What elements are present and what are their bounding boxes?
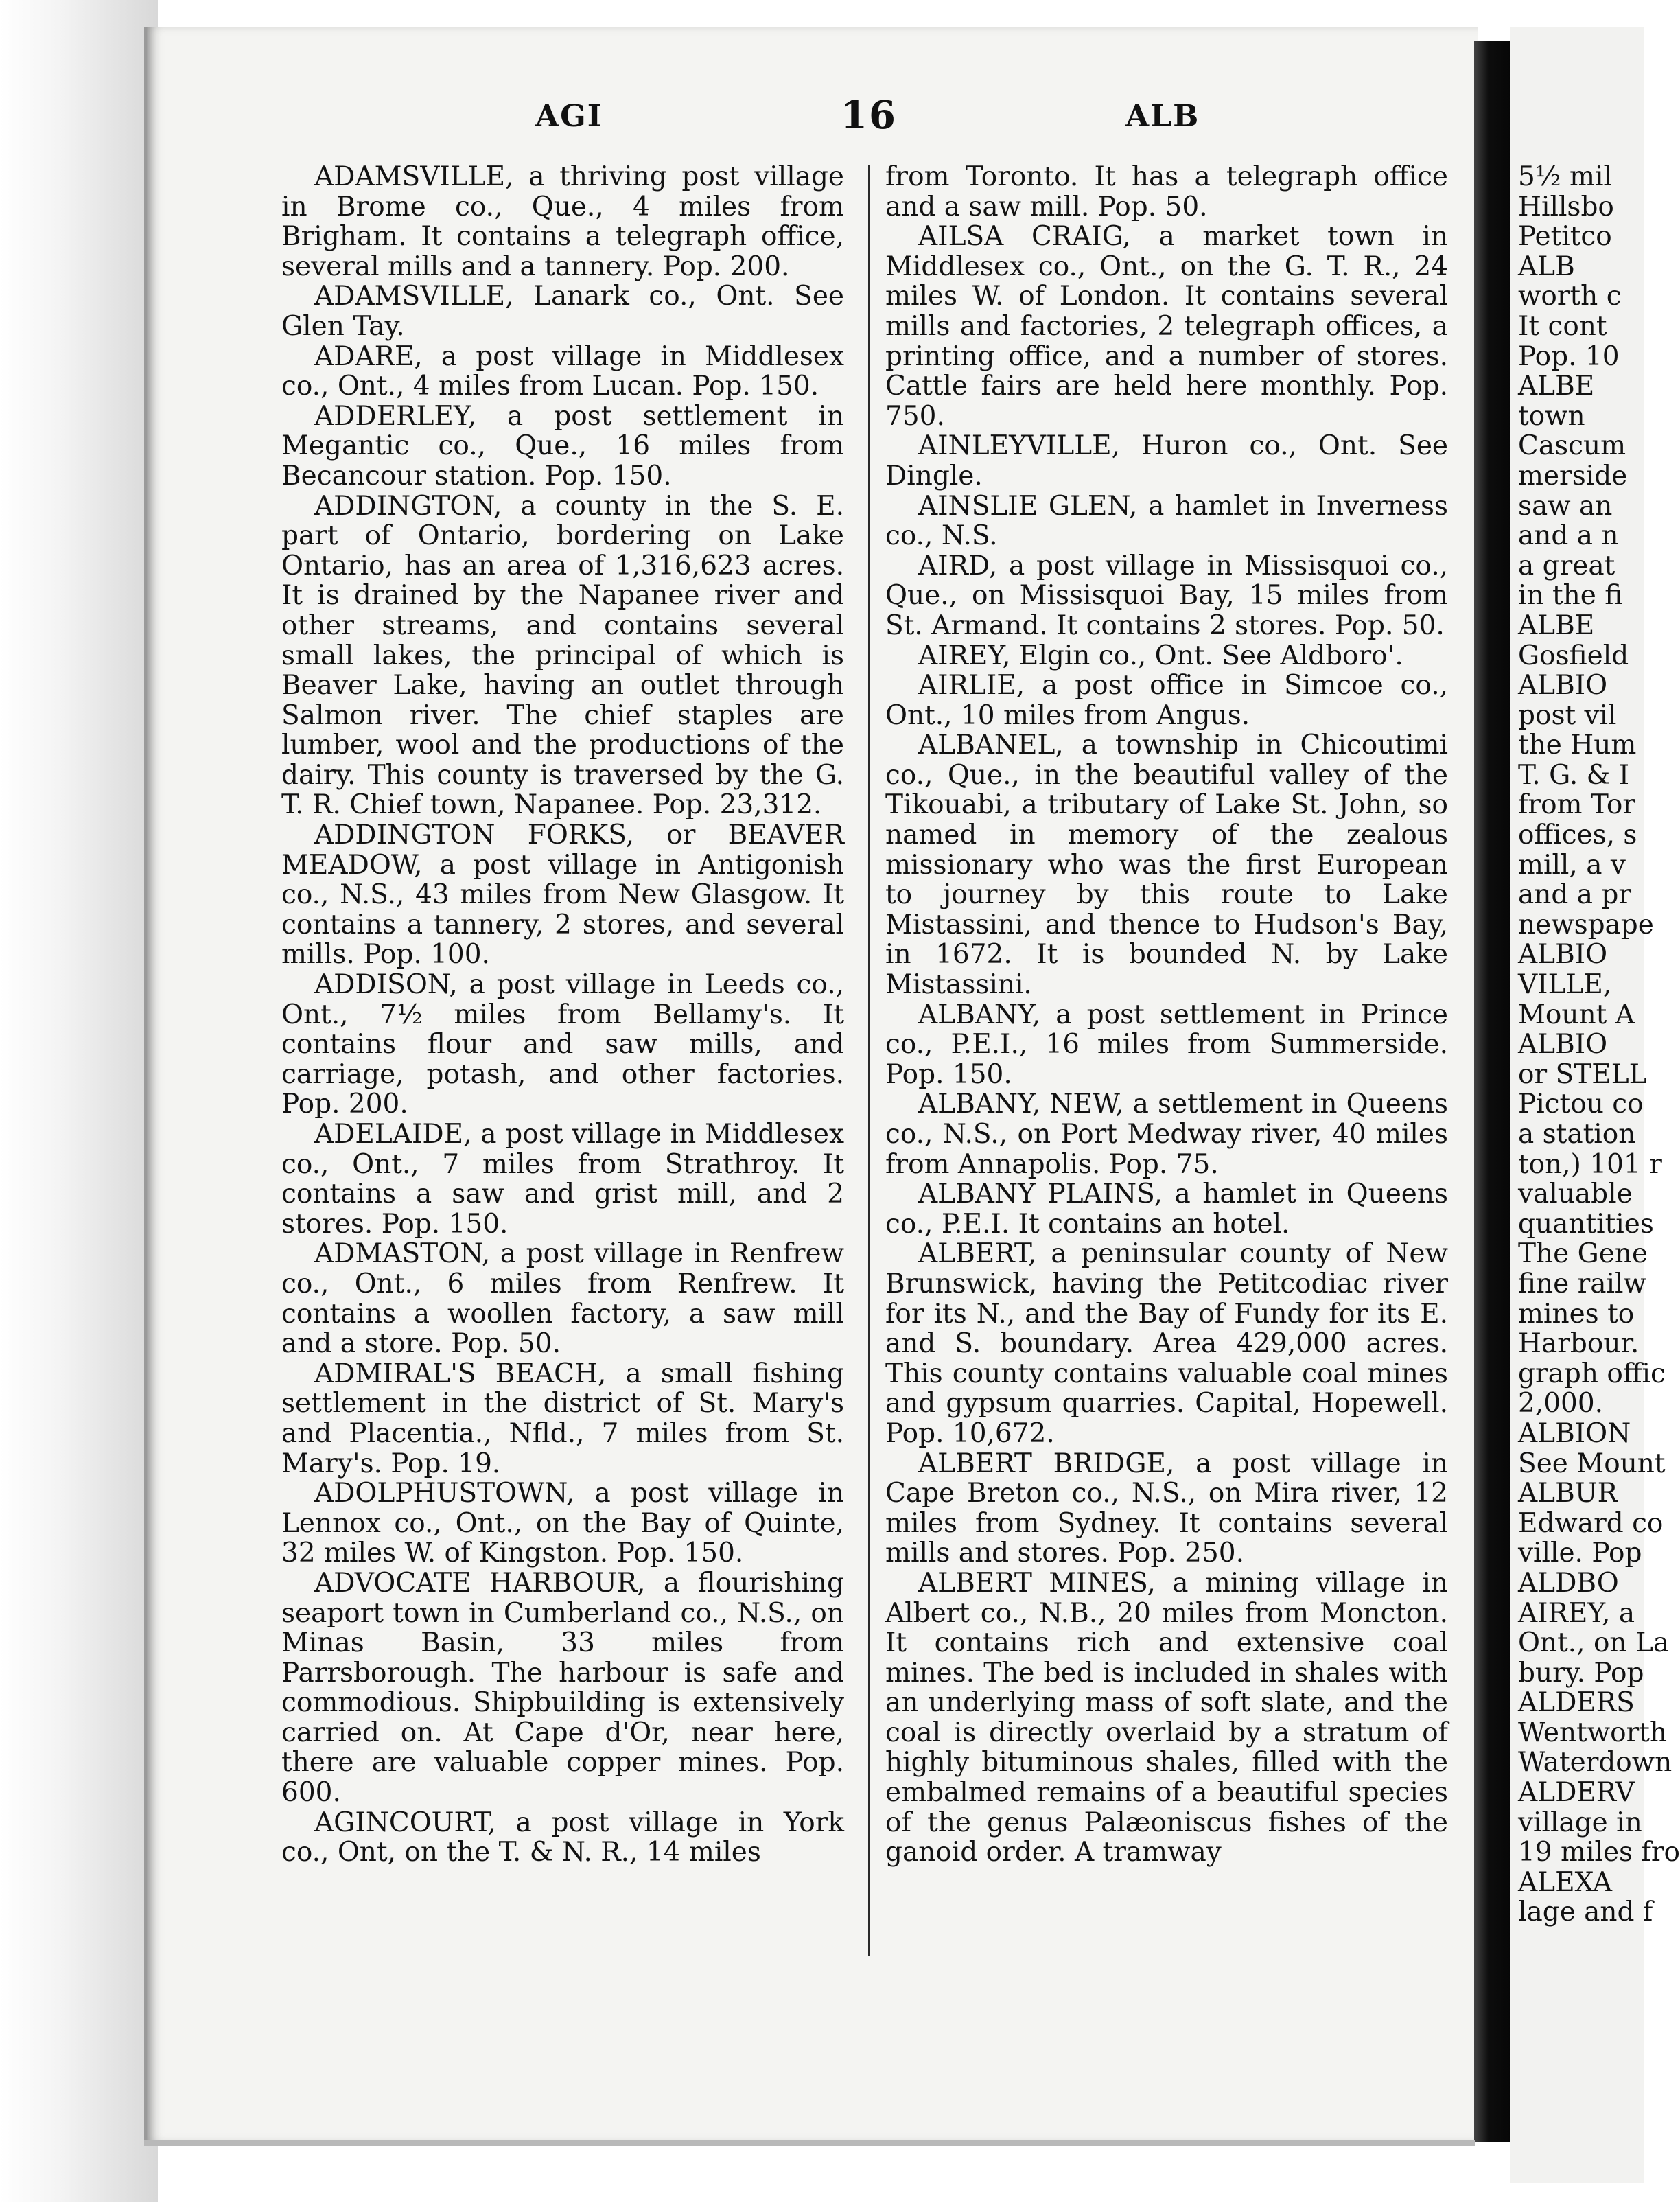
entry-albert-bridge: ALBERT BRIDGE, a post village in Cape Breton co., N.S., on Mira river, 12 miles from Sydney. It contains several mills and stores. Pop. 250. xyxy=(885,1448,1448,1569)
fragment-line: saw an xyxy=(1518,490,1613,522)
fragment-line: The Gene xyxy=(1518,1238,1648,1270)
facing-page-fragment xyxy=(1510,27,1680,2183)
fragment-line: worth c xyxy=(1518,281,1622,312)
fragment-line: and a pr xyxy=(1518,879,1631,911)
fragment-line: 5½ mil xyxy=(1518,161,1612,192)
fragment-line: Waterdown xyxy=(1518,1747,1672,1778)
page-bottom-edge xyxy=(144,2140,1475,2146)
fragment-line: fine railw xyxy=(1518,1268,1646,1299)
book-gutter-shadow xyxy=(1474,41,1515,2142)
column-divider-rule xyxy=(868,165,870,1956)
fragment-line: bury. Pop xyxy=(1518,1657,1644,1689)
entry-agincourt-continued: from Toronto. It has a telegraph office and a saw mill. Pop. 50. xyxy=(885,161,1448,222)
fragment-line: valuable xyxy=(1518,1179,1633,1210)
fragment-line: in the fi xyxy=(1518,580,1623,612)
fragment-line: T. G. & I xyxy=(1518,759,1630,791)
fragment-line: ALBION xyxy=(1518,1417,1631,1449)
entry-adolphustown: ADOLPHUSTOWN, a post village in Lennox co., Ont., on the Bay of Quinte, 32 miles W. of Kingston. Pop. 150. xyxy=(281,1478,844,1569)
fragment-line: offices, s xyxy=(1518,820,1637,851)
entry-ainleyville: AINLEYVILLE, Huron co., Ont. See Dingle. xyxy=(885,430,1448,491)
entry-adderley: ADDERLEY, a post settlement in Megantic co., Que., 16 miles from Becancour station. Pop. 150. xyxy=(281,400,844,491)
fragment-line: mill, a v xyxy=(1518,849,1626,881)
entry-adare: ADARE, a post village in Middlesex co., Ont., 4 miles from Lucan. Pop. 150. xyxy=(281,340,844,402)
fragment-line: ALBIO xyxy=(1518,1029,1608,1061)
running-head-right: ALB xyxy=(1125,99,1200,134)
fragment-line: Mount A xyxy=(1518,999,1635,1030)
entry-adamsville-brome: ADAMSVILLE, a thriving post village in Brome co., Que., 4 miles from Brigham. It contains a telegraph office, several mills and a tannery. Pop. 200. xyxy=(281,161,844,282)
fragment-line: Wentworth xyxy=(1518,1717,1668,1748)
fragment-line: Pictou co xyxy=(1518,1089,1644,1120)
fragment-line: Hillsbo xyxy=(1518,191,1614,222)
fragment-line: ALBE xyxy=(1518,371,1595,402)
fragment-line: or STELL xyxy=(1518,1058,1647,1090)
fragment-line: post vil xyxy=(1518,699,1617,731)
fragment-line: graph offic xyxy=(1518,1358,1666,1389)
fragment-line: Petitco xyxy=(1518,221,1612,253)
fragment-line: Cascum xyxy=(1518,430,1626,462)
fragment-line: ALDERV xyxy=(1518,1777,1635,1809)
fragment-line: Pop. 10 xyxy=(1518,340,1620,372)
fragment-line: See Mount xyxy=(1518,1448,1666,1479)
entry-albany-new: ALBANY, NEW, a settlement in Queens co., N.S., on Port Medway river, 40 miles from Annapolis. Pop. 75. xyxy=(885,1089,1448,1180)
right-text-column xyxy=(885,162,1448,1868)
entry-albanel: ALBANEL, a township in Chicoutimi co., Que., in the beautiful valley of the Tikouabi, a tributary of Lake St. John, so named in memory of the zealous missionary who was the first European to journey by this route to Lake Mistassini, and thence to Hudson's Bay, in 1672. It is bounded N. by Lake Mistassini. xyxy=(885,730,1448,1001)
left-text-column xyxy=(281,162,844,1868)
entry-advocate-harbour: ADVOCATE HARBOUR, a flourishing seaport town in Cumberland co., N.S., on Minas Basin, 33 miles from Parrsborough. The harbour is safe and commodious. Shipbuilding is extensively carried on. At Cape d'Or, near here, there are valuable copper mines. Pop. 600. xyxy=(281,1567,844,1809)
fragment-line: ALBIO xyxy=(1518,670,1608,702)
running-head-left: AGI xyxy=(535,99,603,134)
fragment-line: ALDERS xyxy=(1518,1687,1635,1719)
fragment-line: Harbour. xyxy=(1518,1328,1640,1360)
fragment-line: 2,000. xyxy=(1518,1388,1604,1419)
fragment-line: ville. Pop xyxy=(1518,1538,1642,1569)
fragment-line: from Tor xyxy=(1518,789,1636,821)
entry-albert-mines: ALBERT MINES, a mining village in Albert co., N.B., 20 miles from Moncton. It contains rich and extensive coal mines. The bed is included in shales with an underlying mass of soft slate, and the coal is directly overlaid by a stratum of highly bituminous shales, filled with the embalmed remains of a beautiful species of the genus Palæoniscus fishes of the ganoid order. A tramway xyxy=(885,1567,1448,1868)
entry-aird: AIRD, a post village in Missisquoi co., Que., on Missisquoi Bay, 15 miles from St. Armand. It contains 2 stores. Pop. 50. xyxy=(885,550,1448,641)
entry-admirals-beach: ADMIRAL'S BEACH, a small fishing settlement in the district of St. Mary's and Placentia., Nfld., 7 miles from St. Mary's. Pop. 19. xyxy=(281,1358,844,1479)
left-page-margin xyxy=(0,0,158,2202)
fragment-line: a great xyxy=(1518,550,1615,581)
fragment-line: the Hum xyxy=(1518,730,1637,761)
fragment-line: Edward co xyxy=(1518,1507,1664,1539)
fragment-line: VILLE, xyxy=(1518,969,1612,1001)
fragment-line: merside xyxy=(1518,460,1628,491)
fragment-line: quantities xyxy=(1518,1208,1654,1240)
fragment-line: and a n xyxy=(1518,520,1619,552)
fragment-line: It cont xyxy=(1518,310,1607,342)
page-number: 16 xyxy=(841,93,897,138)
fragment-line: village in xyxy=(1518,1807,1642,1838)
fragment-line: lage and f xyxy=(1518,1897,1653,1928)
fragment-line: ALBUR xyxy=(1518,1478,1618,1509)
entry-adelaide: ADELAIDE, a post village in Middlesex co., Ont., 7 miles from Strathroy. It contains a saw and grist mill, and 2 stores. Pop. 150. xyxy=(281,1119,844,1240)
fragment-line: Gosfield xyxy=(1518,640,1629,671)
entry-albany: ALBANY, a post settlement in Prince co., P.E.I., 16 miles from Summerside. Pop. 150. xyxy=(885,999,1448,1090)
fragment-line: mines to xyxy=(1518,1298,1635,1330)
fragment-line: ALB xyxy=(1518,251,1575,282)
entry-admaston: ADMASTON, a post village in Renfrew co., Ont., 6 miles from Renfrew. It contains a woollen factory, a saw mill and a store. Pop. 50. xyxy=(281,1238,844,1360)
facing-page-text xyxy=(1518,161,1680,1928)
entry-ainslie-glen: AINSLIE GLEN, a hamlet in Inverness co., N.S. xyxy=(885,490,1448,552)
entry-airey: AIREY, Elgin co., Ont. See Aldboro'. xyxy=(918,640,1403,671)
entry-addington-forks: ADDINGTON FORKS, or BEAVER MEADOW, a post village in Antigonish co., N.S., 43 miles from New Glasgow. It contains a tannery, 2 stores, and several mills. Pop. 100. xyxy=(281,820,844,971)
entry-ailsa-craig: AILSA CRAIG, a market town in Middlesex co., Ont., on the G. T. R., 24 miles W. of London. It contains several mills and factories, 2 telegraph offices, a printing office, and a number of stores. Cattle fairs are held here monthly. Pop. 750. xyxy=(885,221,1448,432)
fragment-line: AIREY, a xyxy=(1518,1597,1635,1629)
fragment-line: town xyxy=(1518,400,1585,432)
fragment-line: ton,) 101 r xyxy=(1518,1148,1662,1180)
entry-albert: ALBERT, a peninsular county of New Brunswick, having the Petitcodiac river for its N., and the Bay of Fundy for its E. and S. boundary. Area 429,000 acres. This county contains valuable coal mines and gypsum quarries. Capital, Hopewell. Pop. 10,672. xyxy=(885,1238,1448,1449)
fragment-line: ALBIO xyxy=(1518,939,1608,971)
fragment-line: ALDBO xyxy=(1518,1567,1619,1599)
fragment-line: newspape xyxy=(1518,909,1654,940)
entry-albany-plains: ALBANY PLAINS, a hamlet in Queens co., P.E.I. It contains an hotel. xyxy=(885,1179,1448,1240)
fragment-line: Ont., on La xyxy=(1518,1627,1670,1659)
entry-airlie: AIRLIE, a post office in Simcoe co., Ont., 10 miles from Angus. xyxy=(885,670,1448,731)
entry-addison: ADDISON, a post village in Leeds co., Ont., 7½ miles from Bellamy's. It contains flour and saw mills, and carriage, potash, and other factories. Pop. 200. xyxy=(281,969,844,1120)
fragment-line: 19 miles fro xyxy=(1518,1837,1680,1868)
entry-agincourt: AGINCOURT, a post village in York co., Ont, on the T. & N. R., 14 miles xyxy=(281,1807,844,1868)
entry-addington: ADDINGTON, a county in the S. E. part of Ontario, bordering on Lake Ontario, has an area of 1,316,623 acres. It is drained by the Napanee river and other streams, and contains several small lakes, the principal of which is Beaver Lake, having an outlet through Salmon river. The chief staples are lumber, wool and the productions of the dairy. This county is traversed by the G. T. R. Chief town, Napanee. Pop. 23,312. xyxy=(281,490,844,821)
fragment-line: ALBE xyxy=(1518,610,1595,641)
fragment-line: a station xyxy=(1518,1119,1636,1150)
entry-adamsville-lanark: ADAMSVILLE, Lanark co., Ont. See Glen Tay. xyxy=(281,281,844,342)
fragment-line: ALEXA xyxy=(1518,1866,1613,1898)
